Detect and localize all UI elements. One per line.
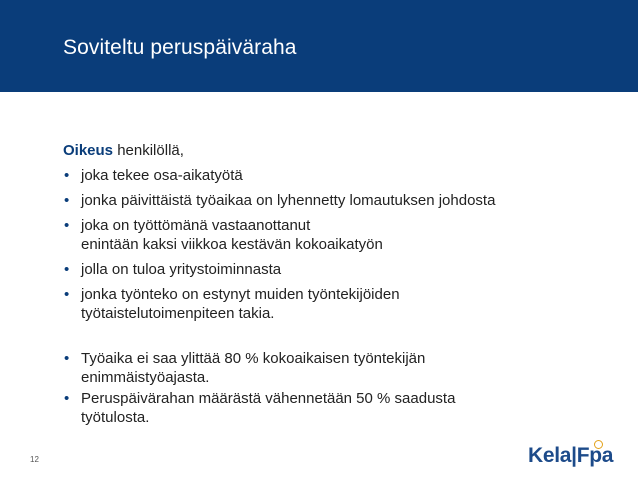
bullet-icon: •: [64, 390, 70, 407]
logo-wordmark: Kela|Fpa: [528, 444, 614, 467]
list-item-text: jonka päivittäistä työaikaa on lyhennetty lomautuksen johdosta: [81, 192, 496, 209]
spacer: [63, 329, 623, 349]
header-banner: [0, 0, 638, 92]
list-item-text: joka tekee osa-aikatyötä: [81, 167, 243, 184]
list-item: [63, 166, 623, 185]
list-item: [63, 191, 623, 210]
list-item: [63, 216, 623, 254]
slide-title: Soviteltu peruspäiväraha: [63, 36, 297, 59]
intro-keyword: Oikeus: [63, 142, 114, 159]
bullet-icon: •: [64, 286, 70, 303]
bullet-icon: •: [64, 192, 70, 209]
bullet-icon: •: [64, 261, 70, 278]
eligibility-list: [63, 166, 623, 323]
list-item: [63, 260, 623, 279]
intro-line: [63, 141, 623, 160]
list-item-text: Peruspäivärahan määrästä vähennetään 50 % saadusta: [81, 390, 456, 407]
list-item-text: enintään kaksi viikkoa kestävän kokoaikatyön: [81, 236, 383, 253]
logo-emblem-icon: [594, 440, 603, 449]
list-item: [63, 349, 623, 387]
list-item-text: jolla on tuloa yritystoiminnasta: [81, 261, 282, 278]
page-number: 12: [30, 455, 39, 464]
list-item-text: työtaistelutoimenpiteen takia.: [81, 305, 275, 322]
list-item-text: jonka työnteko on estynyt muiden työntekijöiden: [81, 286, 400, 303]
notes-list: [63, 349, 623, 427]
kela-logo: [528, 440, 618, 470]
list-item-text: enimmäistyöajasta.: [81, 369, 210, 386]
list-item-text: työtulosta.: [81, 409, 150, 426]
slide-content: [63, 141, 623, 429]
list-item: [63, 285, 623, 323]
list-item-text: Työaika ei saa ylittää 80 % kokoaikaisen työntekijän: [81, 350, 426, 367]
intro-rest: henkilöllä,: [113, 142, 184, 159]
list-item-text: joka on työttömänä vastaanottanut: [81, 217, 311, 234]
bullet-icon: •: [64, 350, 70, 367]
bullet-icon: •: [64, 167, 70, 184]
list-item: [63, 389, 623, 427]
bullet-icon: •: [64, 217, 70, 234]
